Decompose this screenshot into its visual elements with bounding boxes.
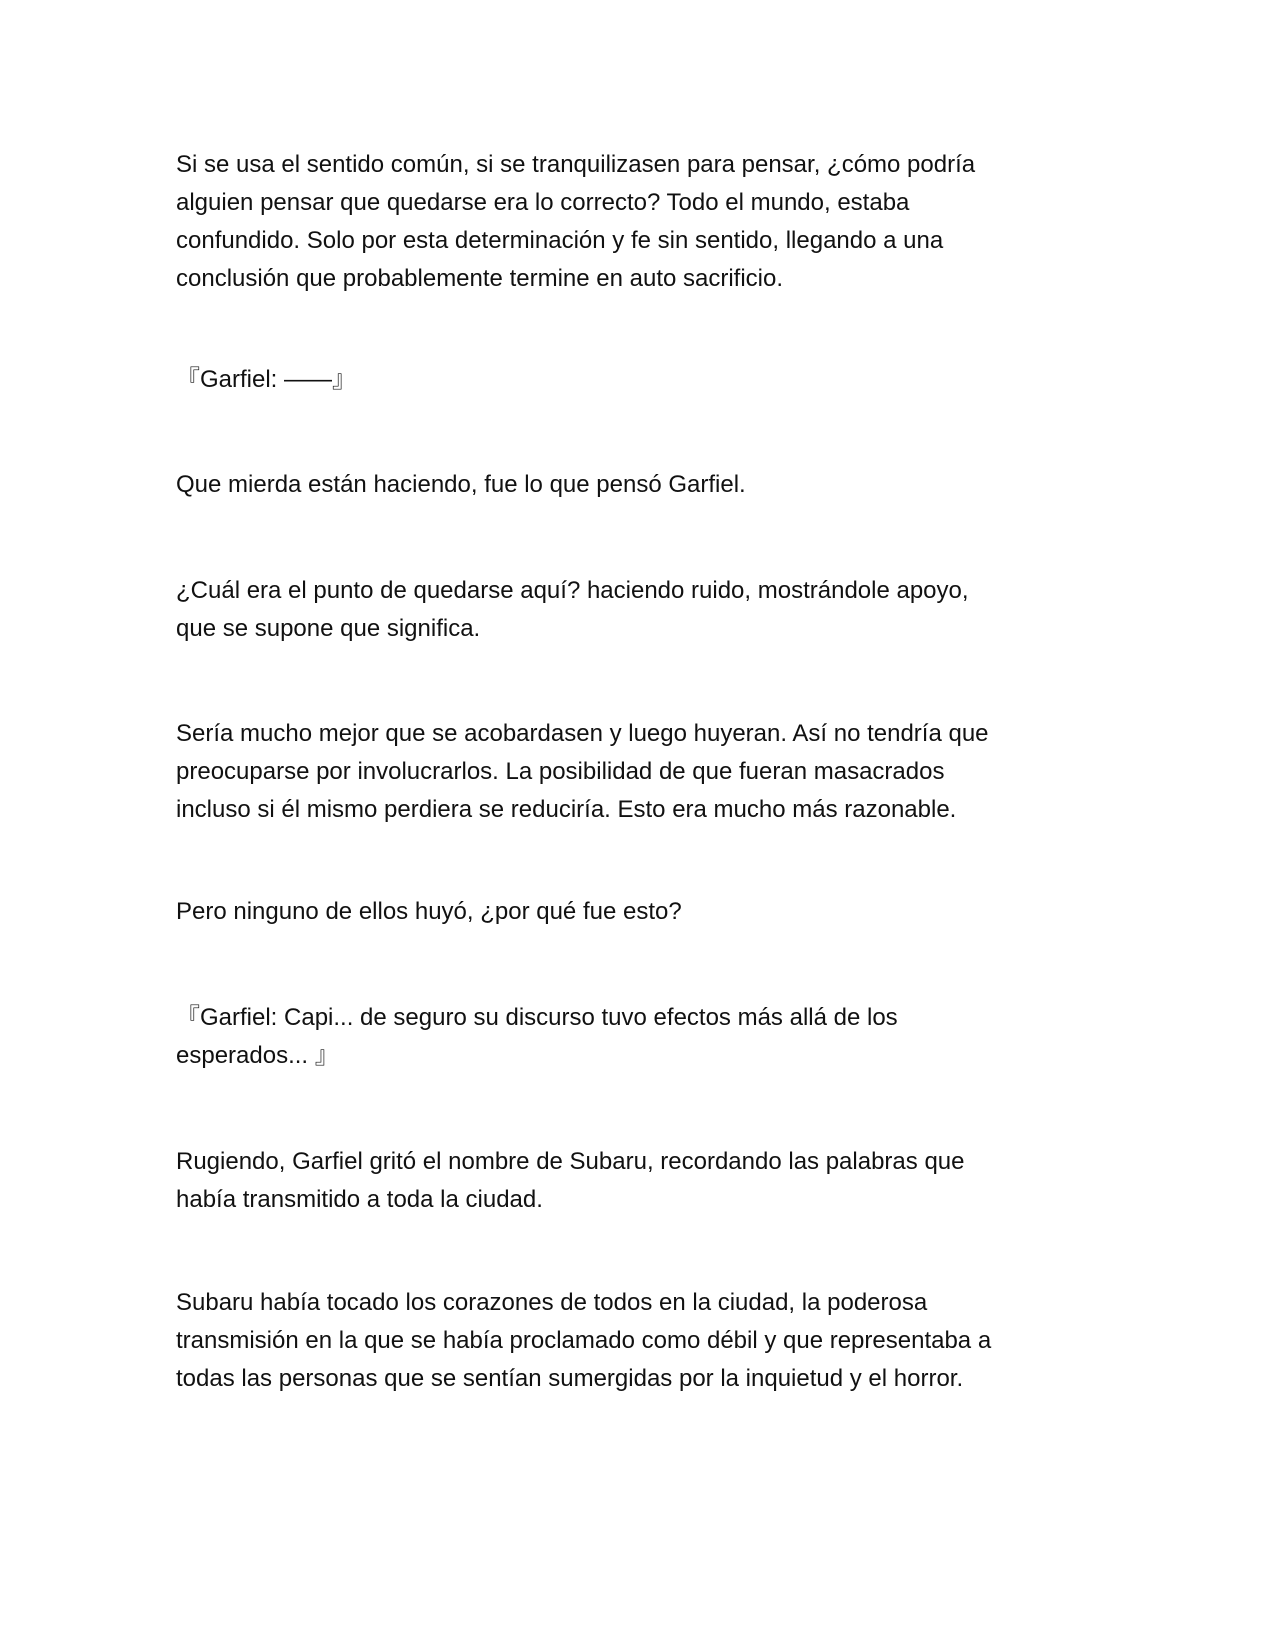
paragraph-subaru-transmission xyxy=(176,1284,1096,1398)
text-line: Subaru había tocado los corazones de todos en la ciudad, la poderosa xyxy=(176,1289,928,1316)
dialogue-garfiel-silence xyxy=(176,361,1096,399)
text-line: incluso si él mismo perdiera se reduciría. Esto era mucho más razonable. xyxy=(176,796,957,823)
text-line: conclusión que probablemente termine en auto sacrificio. xyxy=(176,265,784,292)
text-line: ¿Cuál era el punto de quedarse aquí? haciendo ruido, mostrándole apoyo, xyxy=(176,577,969,604)
text-line: Sería mucho mejor que se acobardasen y luego huyeran. Así no tendría que xyxy=(176,720,989,747)
paragraph-none-fled xyxy=(176,893,1096,931)
text-line: Rugiendo, Garfiel gritó el nombre de Subaru, recordando las palabras que xyxy=(176,1148,965,1175)
paragraph-garfiel-thought xyxy=(176,466,1096,504)
text-line: preocuparse por involucrarlos. La posibilidad de que fueran masacrados xyxy=(176,758,945,785)
dialogue-garfiel-capi xyxy=(176,999,1096,1075)
text-line: 『Garfiel: ——』 xyxy=(176,366,357,393)
paragraph-point-of-staying xyxy=(176,572,1096,648)
text-line: todas las personas que se sentían sumergidas por la inquietud y el horror. xyxy=(176,1365,964,1392)
text-line: que se supone que significa. xyxy=(176,615,481,642)
paragraph-better-to-flee xyxy=(176,715,1096,829)
text-line: confundido. Solo por esta determinación y fe sin sentido, llegando a una xyxy=(176,227,944,254)
text-line: transmisión en la que se había proclamado como débil y que representaba a xyxy=(176,1327,992,1354)
text-line: Que mierda están haciendo, fue lo que pensó Garfiel. xyxy=(176,471,746,498)
text-line: Si se usa el sentido común, si se tranquilizasen para pensar, ¿cómo podría xyxy=(176,151,976,178)
text-line: había transmitido a toda la ciudad. xyxy=(176,1186,543,1213)
text-line: Pero ninguno de ellos huyó, ¿por qué fue esto? xyxy=(176,898,682,925)
paragraph-garfiel-roaring xyxy=(176,1143,1096,1219)
text-line: alguien pensar que quedarse era lo correcto? Todo el mundo, estaba xyxy=(176,189,910,216)
paragraph-common-sense xyxy=(176,146,1096,298)
text-line: esperados... 』 xyxy=(176,1042,339,1069)
text-line: 『Garfiel: Capi... de seguro su discurso tuvo efectos más allá de los xyxy=(176,1004,898,1031)
